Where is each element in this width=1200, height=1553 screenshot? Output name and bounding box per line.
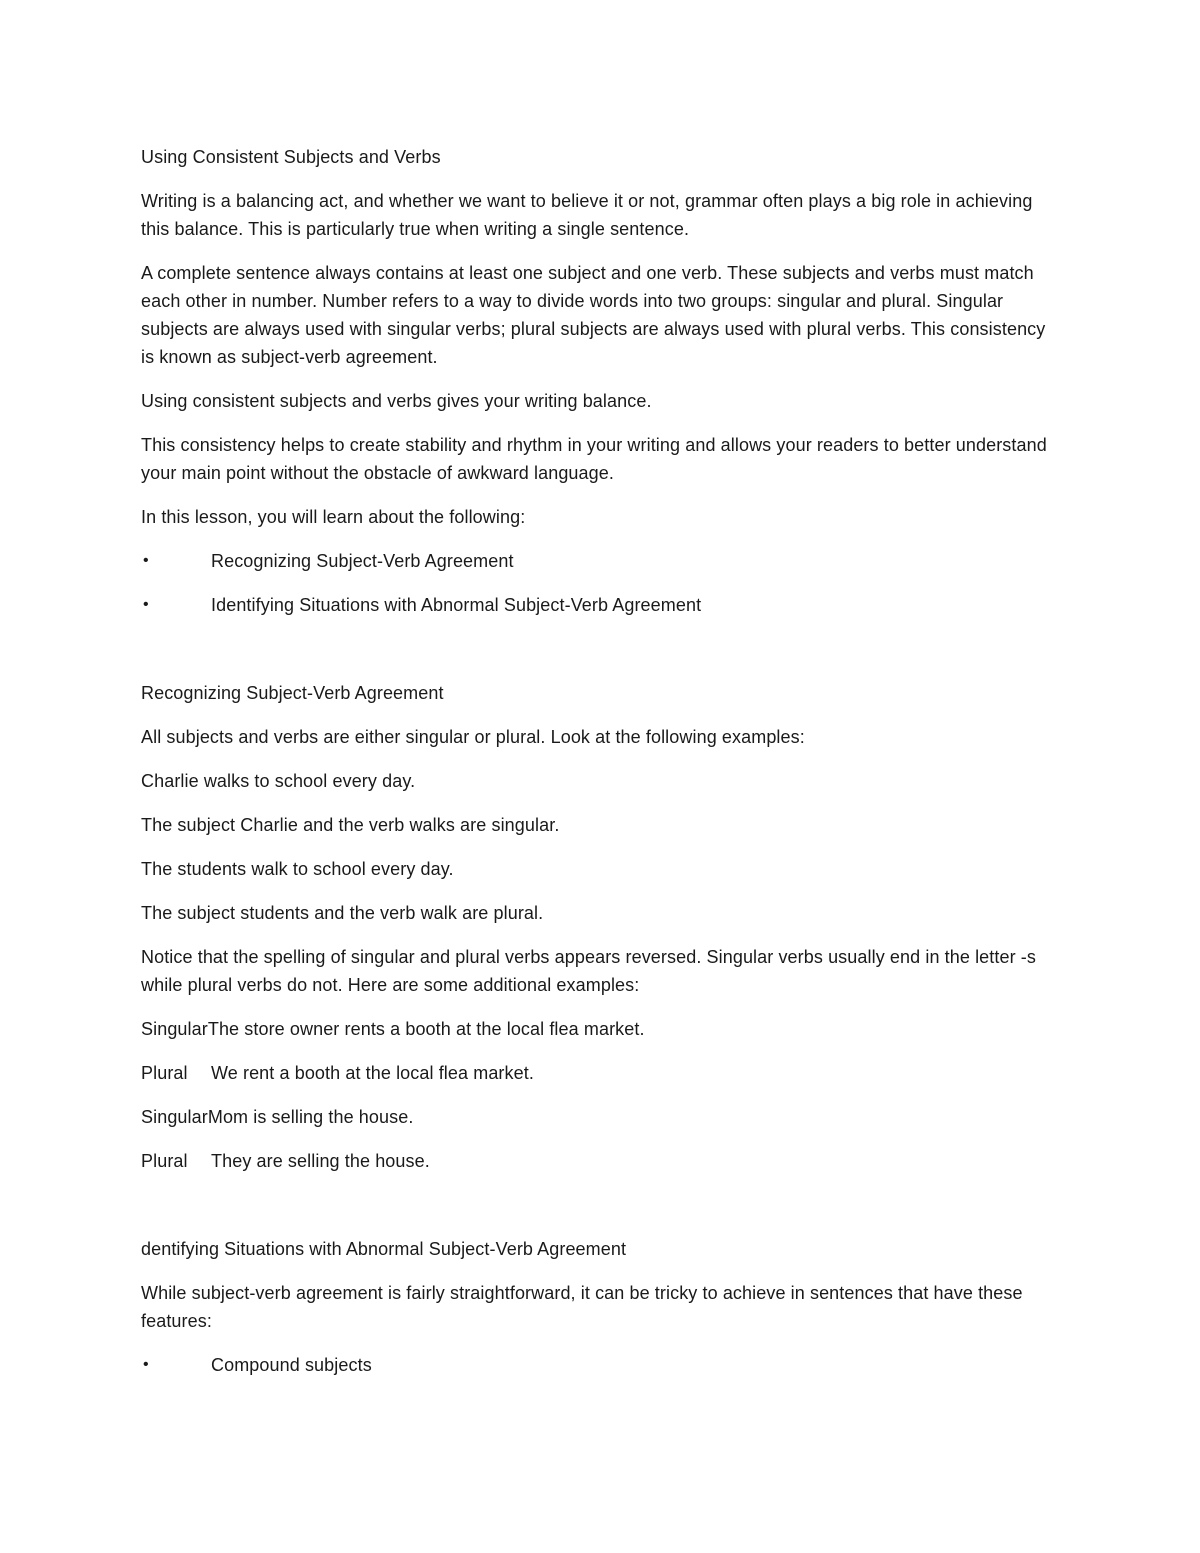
example-text: We rent a booth at the local flea market. bbox=[211, 1063, 534, 1083]
section-heading: dentifying Situations with Abnormal Subject-Verb Agreement bbox=[141, 1239, 627, 1259]
paragraph: The subject students and the verb walk are plural. bbox=[141, 903, 544, 923]
section-spacer bbox=[141, 635, 1061, 679]
section-heading: Recognizing Subject-Verb Agreement bbox=[141, 683, 444, 703]
document-title: Using Consistent Subjects and Verbs bbox=[141, 147, 441, 167]
list-item bbox=[141, 591, 1061, 619]
bullet-icon: • bbox=[143, 596, 149, 613]
example-row bbox=[141, 1147, 1061, 1175]
example-row bbox=[141, 1015, 1061, 1043]
example-label: Plural bbox=[141, 1151, 188, 1171]
paragraph: This consistency helps to create stability and rhythm in your writing and allows your readers to better understand your main point without the obstacle of awkward language. bbox=[141, 435, 1047, 483]
paragraph: In this lesson, you will learn about the following: bbox=[141, 507, 526, 527]
paragraph: All subjects and verbs are either singular or plural. Look at the following examples: bbox=[141, 727, 805, 747]
bullet-icon: • bbox=[143, 552, 149, 569]
paragraph: A complete sentence always contains at least one subject and one verb. These subjects and verbs must match each other in number. Number refers to a way to divide words into two groups: singular and plural. Singular subjects are always used with singular verbs; plural subjects are always used with plural verbs. This consistency is known as subject-verb agreement. bbox=[141, 263, 1046, 367]
example-text: The store owner rents a booth at the local flea market. bbox=[207, 1019, 645, 1039]
example-label: Plural bbox=[141, 1063, 188, 1083]
list-item bbox=[141, 1351, 1061, 1379]
list-item-text: Compound subjects bbox=[211, 1355, 372, 1375]
paragraph: Writing is a balancing act, and whether we want to believe it or not, grammar often plays a big role in achieving this balance. This is particularly true when writing a single sentence. bbox=[141, 191, 1033, 239]
example-row bbox=[141, 1103, 1061, 1131]
paragraph: While subject-verb agreement is fairly straightforward, it can be tricky to achieve in sentences that have these features: bbox=[141, 1283, 1023, 1331]
paragraph: Notice that the spelling of singular and plural verbs appears reversed. Singular verbs usually end in the letter -s while plural verbs do not. Here are some additional examples: bbox=[141, 947, 1036, 995]
example-text: They are selling the house. bbox=[211, 1151, 430, 1171]
document-body bbox=[141, 143, 1061, 1395]
example-sentence: Charlie walks to school every day. bbox=[141, 771, 416, 791]
list-item-text: Recognizing Subject-Verb Agreement bbox=[211, 551, 514, 571]
section-spacer bbox=[141, 1191, 1061, 1235]
paragraph: Using consistent subjects and verbs gives your writing balance. bbox=[141, 391, 652, 411]
example-label: Singular bbox=[141, 1019, 208, 1039]
list-item-text: Identifying Situations with Abnormal Subject-Verb Agreement bbox=[211, 595, 702, 615]
example-label: Singular bbox=[141, 1107, 208, 1127]
list-item bbox=[141, 547, 1061, 575]
paragraph: The subject Charlie and the verb walks are singular. bbox=[141, 815, 560, 835]
example-text: Mom is selling the house. bbox=[207, 1107, 414, 1127]
bullet-icon: • bbox=[143, 1356, 149, 1373]
example-row bbox=[141, 1059, 1061, 1087]
example-sentence: The students walk to school every day. bbox=[141, 859, 454, 879]
